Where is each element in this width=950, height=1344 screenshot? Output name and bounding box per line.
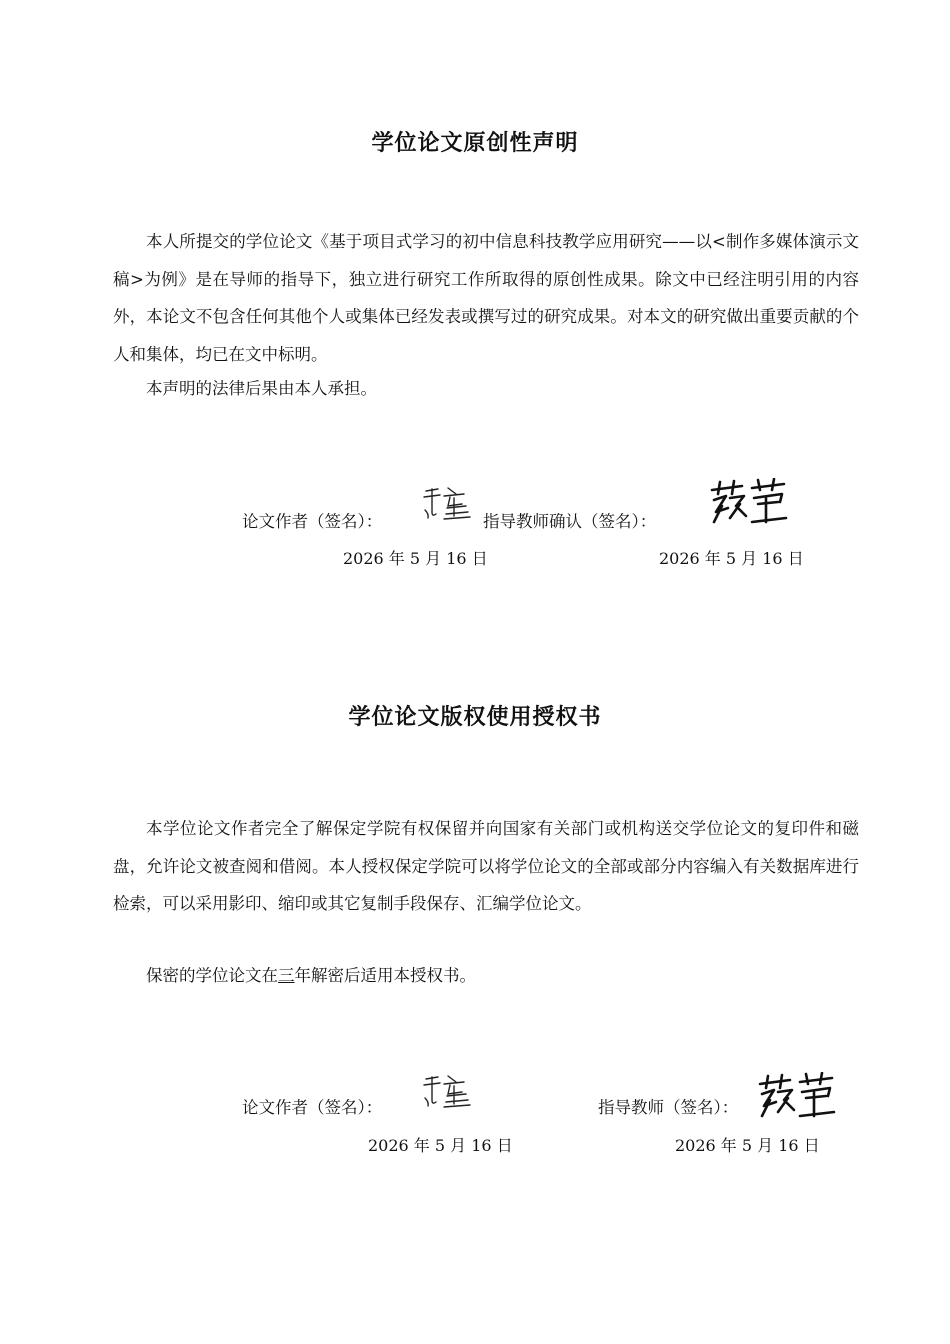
author-handwritten-signature [420, 484, 472, 524]
authorization-title: 学位论文版权使用授权书 [348, 705, 602, 730]
secrecy-years: 三 [278, 966, 295, 985]
authorization-author-date: 2026 年 5 月 16 日 [368, 1136, 513, 1155]
author-handwritten-signature-2 [420, 1072, 472, 1112]
authorization-advisor-signature-label: 指导教师（签名）： [598, 1098, 739, 1117]
declaration-advisor-signature-label: 指导教师确认（签名）： [483, 512, 657, 531]
authorization-paragraph-1: 本学位论文作者完全了解保定学院有权保留并向国家有关部门或机构送交学位论文的复印件和磁盘，允许论文被查阅和借阅。本人授权保定学院可以将学位论文的全部或部分内容编入有关数据库进行检索，可以采用影印、缩印或其它复制手段保存、汇编学位论文。 [113, 819, 859, 913]
authorization-paragraph-2 [113, 957, 859, 995]
advisor-handwritten-signature-2 [754, 1072, 838, 1122]
declaration-author-signature-label: 论文作者（签名）： [242, 512, 383, 531]
authorization-paragraph-2-after: 年解密后适用本授权书。 [294, 966, 476, 985]
declaration-paragraph-2: 本声明的法律后果由本人承担。 [146, 379, 377, 398]
advisor-handwritten-signature [706, 478, 790, 528]
declaration-paragraph-1: 本人所提交的学位论文《基于项目式学习的初中信息科技教学应用研究——以<制作多媒体演示文稿>为例》是在导师的指导下，独立进行研究工作所取得的原创性成果。除文中已经注明引用的内容外，本论文不包含任何其他个人或集体已经发表或撰写过的研究成果。对本文的研究做出重要贡献的个人和集体，均已在文中标明。 [113, 232, 859, 364]
authorization-paragraph-2-before: 保密的学位论文在 [146, 966, 278, 985]
authorization-advisor-date: 2026 年 5 月 16 日 [675, 1136, 820, 1155]
authorization-author-signature-label: 论文作者（签名）： [242, 1098, 383, 1117]
declaration-author-date: 2026 年 5 月 16 日 [343, 549, 488, 568]
declaration-advisor-date: 2026 年 5 月 16 日 [659, 549, 804, 568]
declaration-title: 学位论文原创性声明 [371, 131, 579, 156]
